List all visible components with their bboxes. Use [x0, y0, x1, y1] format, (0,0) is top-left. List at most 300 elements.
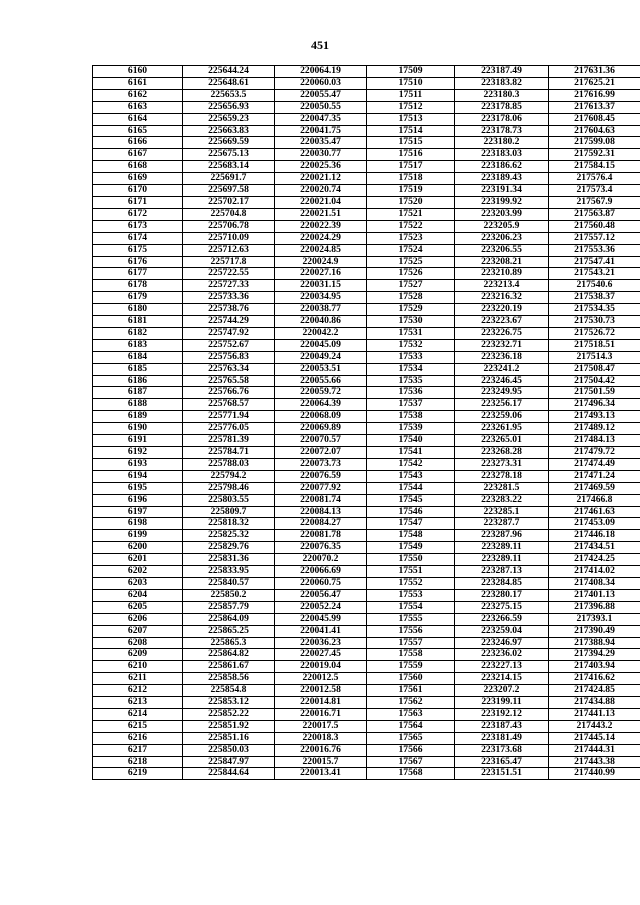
y-coord-left-cell: 220076.59	[275, 470, 367, 482]
y-coord-right-cell: 217557.12	[549, 232, 640, 244]
y-coord-left-cell: 220036.23	[275, 637, 367, 649]
table-row	[93, 506, 640, 518]
table-row	[93, 685, 640, 697]
x-coord-left-cell: 225752.67	[183, 339, 275, 351]
y-coord-left-cell: 220055.66	[275, 375, 367, 387]
point-id-right-cell: 17518	[367, 173, 455, 185]
point-id-right-cell: 17521	[367, 208, 455, 220]
table-row	[93, 435, 640, 447]
y-coord-right-cell: 217424.25	[549, 554, 640, 566]
point-id-right-cell: 17560	[367, 673, 455, 685]
x-coord-right-cell: 223281.5	[455, 482, 549, 494]
x-coord-left-cell: 225776.05	[183, 423, 275, 435]
x-coord-right-cell: 223278.18	[455, 470, 549, 482]
x-coord-left-cell: 225768.57	[183, 399, 275, 411]
table-row	[93, 756, 640, 768]
table-row	[93, 673, 640, 685]
point-id-right-cell: 17566	[367, 744, 455, 756]
x-coord-left-cell: 225829.76	[183, 542, 275, 554]
y-coord-right-cell: 217484.13	[549, 435, 640, 447]
y-coord-left-cell: 220017.5	[275, 720, 367, 732]
y-coord-left-cell: 220069.89	[275, 423, 367, 435]
x-coord-left-cell: 225675.13	[183, 149, 275, 161]
point-id-left-cell: 6164	[93, 113, 183, 125]
point-id-left-cell: 6181	[93, 316, 183, 328]
table-row	[93, 244, 640, 256]
x-coord-right-cell: 223280.17	[455, 589, 549, 601]
point-id-left-cell: 6186	[93, 375, 183, 387]
point-id-left-cell: 6198	[93, 518, 183, 530]
table-row	[93, 577, 640, 589]
x-coord-right-cell: 223275.15	[455, 601, 549, 613]
point-id-left-cell: 6176	[93, 256, 183, 268]
x-coord-right-cell: 223178.85	[455, 101, 549, 113]
y-coord-left-cell: 220084.27	[275, 518, 367, 530]
point-id-left-cell: 6193	[93, 458, 183, 470]
y-coord-left-cell: 220042.2	[275, 327, 367, 339]
x-coord-left-cell: 225803.55	[183, 494, 275, 506]
table-row	[93, 530, 640, 542]
y-coord-right-cell: 217416.62	[549, 673, 640, 685]
x-coord-right-cell: 223241.2	[455, 363, 549, 375]
point-id-left-cell: 6200	[93, 542, 183, 554]
y-coord-left-cell: 220041.41	[275, 625, 367, 637]
point-id-right-cell: 17558	[367, 649, 455, 661]
y-coord-right-cell: 217493.13	[549, 411, 640, 423]
y-coord-left-cell: 220066.69	[275, 566, 367, 578]
x-coord-right-cell: 223220.19	[455, 304, 549, 316]
x-coord-right-cell: 223273.31	[455, 458, 549, 470]
point-id-right-cell: 17550	[367, 554, 455, 566]
y-coord-left-cell: 220040.86	[275, 316, 367, 328]
x-coord-left-cell: 225865.25	[183, 625, 275, 637]
x-coord-left-cell: 225864.09	[183, 613, 275, 625]
x-coord-left-cell: 225727.33	[183, 280, 275, 292]
y-coord-left-cell: 220050.55	[275, 101, 367, 113]
x-coord-left-cell: 225851.92	[183, 720, 275, 732]
point-id-right-cell: 17538	[367, 411, 455, 423]
x-coord-right-cell: 223284.85	[455, 577, 549, 589]
y-coord-left-cell: 220038.77	[275, 304, 367, 316]
y-coord-right-cell: 217461.63	[549, 506, 640, 518]
point-id-right-cell: 17554	[367, 601, 455, 613]
x-coord-right-cell: 223216.32	[455, 292, 549, 304]
x-coord-left-cell: 225857.79	[183, 601, 275, 613]
y-coord-right-cell: 217504.42	[549, 375, 640, 387]
x-coord-left-cell: 225706.78	[183, 220, 275, 232]
point-id-left-cell: 6171	[93, 196, 183, 208]
y-coord-right-cell: 217408.34	[549, 577, 640, 589]
table-row	[93, 304, 640, 316]
x-coord-left-cell: 225669.59	[183, 137, 275, 149]
x-coord-right-cell: 223256.17	[455, 399, 549, 411]
y-coord-right-cell: 217496.34	[549, 399, 640, 411]
table-row	[93, 292, 640, 304]
point-id-left-cell: 6163	[93, 101, 183, 113]
y-coord-right-cell: 217443.38	[549, 756, 640, 768]
y-coord-left-cell: 220022.39	[275, 220, 367, 232]
x-coord-left-cell: 225854.8	[183, 685, 275, 697]
x-coord-left-cell: 225784.71	[183, 447, 275, 459]
y-coord-right-cell: 217469.59	[549, 482, 640, 494]
y-coord-right-cell: 217584.15	[549, 161, 640, 173]
y-coord-left-cell: 220064.39	[275, 399, 367, 411]
point-id-right-cell: 17541	[367, 447, 455, 459]
y-coord-left-cell: 220045.99	[275, 613, 367, 625]
point-id-right-cell: 17559	[367, 661, 455, 673]
y-coord-right-cell: 217388.94	[549, 637, 640, 649]
y-coord-left-cell: 220070.2	[275, 554, 367, 566]
y-coord-right-cell: 217466.8	[549, 494, 640, 506]
table-row	[93, 494, 640, 506]
point-id-right-cell: 17544	[367, 482, 455, 494]
y-coord-right-cell: 217608.45	[549, 113, 640, 125]
point-id-right-cell: 17540	[367, 435, 455, 447]
y-coord-left-cell: 220021.51	[275, 208, 367, 220]
table-row	[93, 280, 640, 292]
table-row	[93, 173, 640, 185]
y-coord-right-cell: 217563.87	[549, 208, 640, 220]
y-coord-right-cell: 217616.99	[549, 89, 640, 101]
point-id-right-cell: 17565	[367, 732, 455, 744]
y-coord-left-cell: 220014.81	[275, 697, 367, 709]
x-coord-left-cell: 225712.63	[183, 244, 275, 256]
point-id-left-cell: 6206	[93, 613, 183, 625]
table-row	[93, 327, 640, 339]
x-coord-left-cell: 225663.83	[183, 125, 275, 137]
y-coord-right-cell: 217414.02	[549, 566, 640, 578]
point-id-left-cell: 6188	[93, 399, 183, 411]
x-coord-right-cell: 223289.11	[455, 554, 549, 566]
y-coord-right-cell: 217396.88	[549, 601, 640, 613]
point-id-left-cell: 6166	[93, 137, 183, 149]
x-coord-left-cell: 225697.58	[183, 185, 275, 197]
x-coord-right-cell: 223178.06	[455, 113, 549, 125]
table-row	[93, 66, 640, 78]
x-coord-left-cell: 225833.95	[183, 566, 275, 578]
table-row	[93, 113, 640, 125]
y-coord-right-cell: 217553.36	[549, 244, 640, 256]
table-row	[93, 125, 640, 137]
point-id-left-cell: 6197	[93, 506, 183, 518]
point-id-right-cell: 17534	[367, 363, 455, 375]
point-id-left-cell: 6196	[93, 494, 183, 506]
y-coord-left-cell: 220073.73	[275, 458, 367, 470]
y-coord-left-cell: 220027.45	[275, 649, 367, 661]
x-coord-left-cell: 225781.39	[183, 435, 275, 447]
y-coord-left-cell: 220034.95	[275, 292, 367, 304]
table-row	[93, 613, 640, 625]
x-coord-right-cell: 223283.22	[455, 494, 549, 506]
x-coord-right-cell: 223226.75	[455, 327, 549, 339]
y-coord-right-cell: 217508.47	[549, 363, 640, 375]
y-coord-right-cell: 217453.09	[549, 518, 640, 530]
x-coord-right-cell: 223236.18	[455, 351, 549, 363]
point-id-right-cell: 17517	[367, 161, 455, 173]
table-row	[93, 649, 640, 661]
x-coord-left-cell: 225644.24	[183, 66, 275, 78]
x-coord-left-cell: 225865.3	[183, 637, 275, 649]
x-coord-right-cell: 223173.68	[455, 744, 549, 756]
x-coord-right-cell: 223285.1	[455, 506, 549, 518]
point-id-right-cell: 17564	[367, 720, 455, 732]
point-id-left-cell: 6215	[93, 720, 183, 732]
point-id-left-cell: 6165	[93, 125, 183, 137]
x-coord-left-cell: 225844.64	[183, 768, 275, 780]
point-id-right-cell: 17568	[367, 768, 455, 780]
y-coord-right-cell: 217445.14	[549, 732, 640, 744]
x-coord-left-cell: 225738.76	[183, 304, 275, 316]
x-coord-left-cell: 225756.83	[183, 351, 275, 363]
table-row	[93, 732, 640, 744]
point-id-left-cell: 6177	[93, 268, 183, 280]
x-coord-right-cell: 223268.28	[455, 447, 549, 459]
y-coord-right-cell: 217489.12	[549, 423, 640, 435]
point-id-left-cell: 6167	[93, 149, 183, 161]
x-coord-left-cell: 225853.12	[183, 697, 275, 709]
point-id-right-cell: 17511	[367, 89, 455, 101]
table-row	[93, 77, 640, 89]
y-coord-left-cell: 220041.75	[275, 125, 367, 137]
point-id-left-cell: 6201	[93, 554, 183, 566]
y-coord-left-cell: 220030.77	[275, 149, 367, 161]
y-coord-left-cell: 220024.85	[275, 244, 367, 256]
table-row	[93, 423, 640, 435]
point-id-right-cell: 17543	[367, 470, 455, 482]
y-coord-left-cell: 220024.29	[275, 232, 367, 244]
y-coord-left-cell: 220031.15	[275, 280, 367, 292]
table-row	[93, 387, 640, 399]
table-row	[93, 268, 640, 280]
point-id-right-cell: 17522	[367, 220, 455, 232]
x-coord-right-cell: 223207.2	[455, 685, 549, 697]
x-coord-right-cell: 223265.01	[455, 435, 549, 447]
y-coord-right-cell: 217560.48	[549, 220, 640, 232]
y-coord-left-cell: 220081.74	[275, 494, 367, 506]
table-row	[93, 149, 640, 161]
point-id-left-cell: 6195	[93, 482, 183, 494]
point-id-left-cell: 6189	[93, 411, 183, 423]
point-id-right-cell: 17512	[367, 101, 455, 113]
point-id-right-cell: 17526	[367, 268, 455, 280]
y-coord-right-cell: 217540.6	[549, 280, 640, 292]
y-coord-right-cell: 217441.13	[549, 708, 640, 720]
x-coord-left-cell: 225851.16	[183, 732, 275, 744]
y-coord-left-cell: 220024.9	[275, 256, 367, 268]
y-coord-right-cell: 217567.9	[549, 196, 640, 208]
y-coord-right-cell: 217471.24	[549, 470, 640, 482]
coordinates-table	[92, 65, 640, 780]
point-id-right-cell: 17516	[367, 149, 455, 161]
y-coord-left-cell: 220015.7	[275, 756, 367, 768]
x-coord-left-cell: 225831.36	[183, 554, 275, 566]
table-row	[93, 89, 640, 101]
y-coord-left-cell: 220012.5	[275, 673, 367, 685]
x-coord-left-cell: 225683.14	[183, 161, 275, 173]
point-id-right-cell: 17542	[367, 458, 455, 470]
x-coord-left-cell: 225765.58	[183, 375, 275, 387]
point-id-left-cell: 6169	[93, 173, 183, 185]
point-id-left-cell: 6183	[93, 339, 183, 351]
x-coord-right-cell: 223178.73	[455, 125, 549, 137]
x-coord-left-cell: 225850.2	[183, 589, 275, 601]
x-coord-left-cell: 225653.5	[183, 89, 275, 101]
x-coord-right-cell: 223213.4	[455, 280, 549, 292]
table-row	[93, 196, 640, 208]
y-coord-right-cell: 217599.08	[549, 137, 640, 149]
table-row	[93, 554, 640, 566]
x-coord-left-cell: 225771.94	[183, 411, 275, 423]
point-id-left-cell: 6190	[93, 423, 183, 435]
point-id-right-cell: 17555	[367, 613, 455, 625]
point-id-right-cell: 17509	[367, 66, 455, 78]
x-coord-left-cell: 225794.2	[183, 470, 275, 482]
point-id-left-cell: 6214	[93, 708, 183, 720]
point-id-left-cell: 6178	[93, 280, 183, 292]
x-coord-left-cell: 225747.92	[183, 327, 275, 339]
x-coord-right-cell: 223246.45	[455, 375, 549, 387]
point-id-left-cell: 6202	[93, 566, 183, 578]
x-coord-left-cell: 225722.55	[183, 268, 275, 280]
y-coord-right-cell: 217390.49	[549, 625, 640, 637]
point-id-right-cell: 17531	[367, 327, 455, 339]
y-coord-right-cell: 217479.72	[549, 447, 640, 459]
table-row	[93, 232, 640, 244]
y-coord-right-cell: 217534.35	[549, 304, 640, 316]
x-coord-left-cell: 225858.56	[183, 673, 275, 685]
y-coord-left-cell: 220021.12	[275, 173, 367, 185]
x-coord-left-cell: 225691.7	[183, 173, 275, 185]
y-coord-right-cell: 217547.41	[549, 256, 640, 268]
x-coord-right-cell: 223203.99	[455, 208, 549, 220]
y-coord-right-cell: 217518.51	[549, 339, 640, 351]
point-id-right-cell: 17546	[367, 506, 455, 518]
point-id-right-cell: 17510	[367, 77, 455, 89]
y-coord-left-cell: 220045.09	[275, 339, 367, 351]
x-coord-right-cell: 223232.71	[455, 339, 549, 351]
x-coord-left-cell: 225710.09	[183, 232, 275, 244]
y-coord-right-cell: 217625.21	[549, 77, 640, 89]
table-row	[93, 351, 640, 363]
y-coord-left-cell: 220084.13	[275, 506, 367, 518]
y-coord-left-cell: 220049.24	[275, 351, 367, 363]
x-coord-left-cell: 225744.29	[183, 316, 275, 328]
point-id-left-cell: 6218	[93, 756, 183, 768]
point-id-left-cell: 6160	[93, 66, 183, 78]
y-coord-left-cell: 220064.19	[275, 66, 367, 78]
y-coord-right-cell: 217434.88	[549, 697, 640, 709]
point-id-right-cell: 17530	[367, 316, 455, 328]
table-row	[93, 447, 640, 459]
point-id-left-cell: 6207	[93, 625, 183, 637]
point-id-left-cell: 6194	[93, 470, 183, 482]
x-coord-right-cell: 223180.3	[455, 89, 549, 101]
table-row	[93, 625, 640, 637]
point-id-left-cell: 6162	[93, 89, 183, 101]
x-coord-right-cell: 223189.43	[455, 173, 549, 185]
y-coord-right-cell: 217538.37	[549, 292, 640, 304]
x-coord-left-cell: 225825.32	[183, 530, 275, 542]
y-coord-left-cell: 220056.47	[275, 589, 367, 601]
y-coord-left-cell: 220019.04	[275, 661, 367, 673]
table-row	[93, 375, 640, 387]
x-coord-left-cell: 225648.61	[183, 77, 275, 89]
table-row	[93, 768, 640, 780]
y-coord-right-cell: 217501.59	[549, 387, 640, 399]
point-id-right-cell: 17557	[367, 637, 455, 649]
x-coord-right-cell: 223205.9	[455, 220, 549, 232]
point-id-left-cell: 6212	[93, 685, 183, 697]
x-coord-left-cell: 225704.8	[183, 208, 275, 220]
x-coord-right-cell: 223186.62	[455, 161, 549, 173]
point-id-left-cell: 6205	[93, 601, 183, 613]
table-row	[93, 589, 640, 601]
point-id-right-cell: 17556	[367, 625, 455, 637]
y-coord-right-cell: 217573.4	[549, 185, 640, 197]
y-coord-left-cell: 220077.92	[275, 482, 367, 494]
y-coord-left-cell: 220052.24	[275, 601, 367, 613]
table-row	[93, 411, 640, 423]
point-id-right-cell: 17545	[367, 494, 455, 506]
point-id-right-cell: 17523	[367, 232, 455, 244]
point-id-left-cell: 6187	[93, 387, 183, 399]
point-id-left-cell: 6208	[93, 637, 183, 649]
x-coord-right-cell: 223183.03	[455, 149, 549, 161]
table-row	[93, 458, 640, 470]
point-id-right-cell: 17548	[367, 530, 455, 542]
point-id-right-cell: 17525	[367, 256, 455, 268]
point-id-left-cell: 6204	[93, 589, 183, 601]
point-id-left-cell: 6175	[93, 244, 183, 256]
point-id-left-cell: 6213	[93, 697, 183, 709]
x-coord-right-cell: 223199.11	[455, 697, 549, 709]
x-coord-left-cell: 225861.67	[183, 661, 275, 673]
x-coord-left-cell: 225798.46	[183, 482, 275, 494]
y-coord-right-cell: 217604.63	[549, 125, 640, 137]
x-coord-right-cell: 223206.23	[455, 232, 549, 244]
x-coord-right-cell: 223287.96	[455, 530, 549, 542]
x-coord-left-cell: 225763.34	[183, 363, 275, 375]
point-id-right-cell: 17552	[367, 577, 455, 589]
point-id-right-cell: 17514	[367, 125, 455, 137]
x-coord-left-cell: 225818.32	[183, 518, 275, 530]
x-coord-left-cell: 225852.22	[183, 708, 275, 720]
x-coord-right-cell: 223259.06	[455, 411, 549, 423]
point-id-left-cell: 6191	[93, 435, 183, 447]
y-coord-right-cell: 217576.4	[549, 173, 640, 185]
y-coord-right-cell: 217444.31	[549, 744, 640, 756]
point-id-left-cell: 6209	[93, 649, 183, 661]
point-id-right-cell: 17536	[367, 387, 455, 399]
x-coord-left-cell: 225788.03	[183, 458, 275, 470]
point-id-right-cell: 17563	[367, 708, 455, 720]
x-coord-right-cell: 223206.55	[455, 244, 549, 256]
point-id-left-cell: 6170	[93, 185, 183, 197]
x-coord-left-cell: 225656.93	[183, 101, 275, 113]
x-coord-right-cell: 223181.49	[455, 732, 549, 744]
table-row	[93, 542, 640, 554]
point-id-right-cell: 17535	[367, 375, 455, 387]
point-id-right-cell: 17562	[367, 697, 455, 709]
x-coord-left-cell: 225847.97	[183, 756, 275, 768]
x-coord-right-cell: 223192.12	[455, 708, 549, 720]
y-coord-left-cell: 220055.47	[275, 89, 367, 101]
point-id-right-cell: 17561	[367, 685, 455, 697]
point-id-right-cell: 17553	[367, 589, 455, 601]
x-coord-left-cell: 225717.8	[183, 256, 275, 268]
x-coord-right-cell: 223287.13	[455, 566, 549, 578]
point-id-left-cell: 6199	[93, 530, 183, 542]
